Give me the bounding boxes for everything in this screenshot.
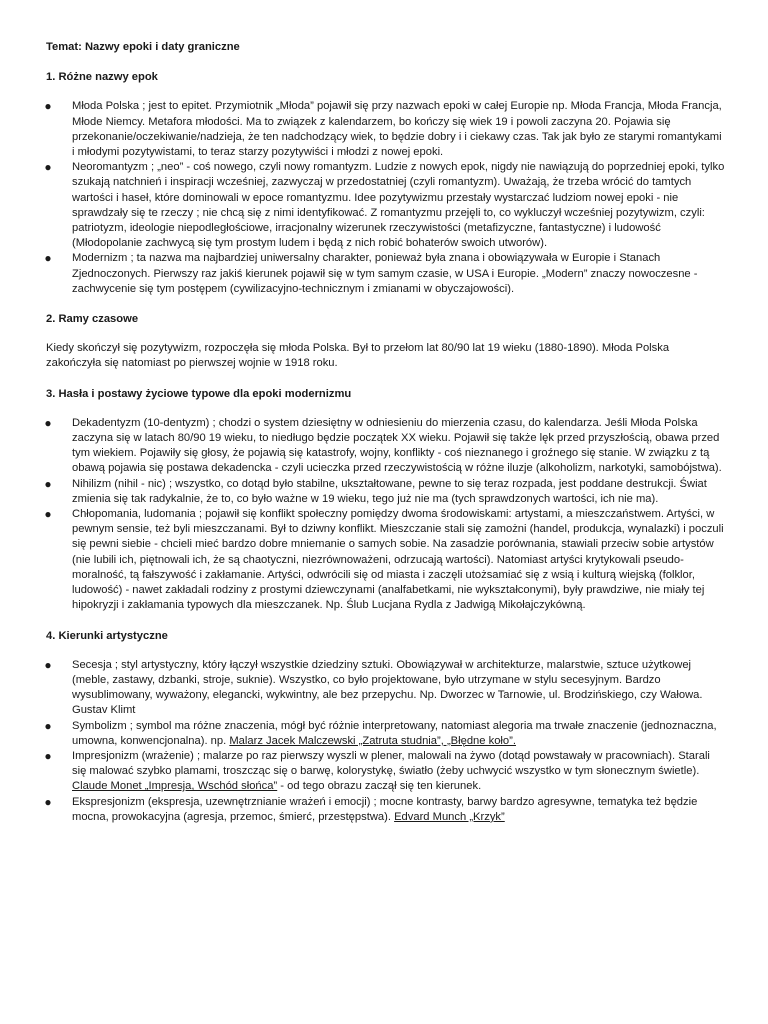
- bullet-icon: ●: [44, 99, 52, 114]
- list-item: ● Secesja ; styl artystyczny, który łączył wszystkie dziedziny sztuki. Obowiązywał w architekturze, malarstwie, sztuce użytkowej (meble, zastawy, dzbanki, stroje, suknie). Wszystko, co było projektowane, było utrzymane w stylu secesyjnym. Bardzo wysublimowany, wyważony, elegancki, wykwintny, ale bez przepychu. Np. Dworzec w Tarnowie, ul. Brodzińskiego, czy Wałowa. Gustav Klimt: [46, 658, 726, 719]
- section-heading-4: 4. Kierunki artystyczne: [46, 629, 168, 642]
- section-3-list: [46, 416, 726, 614]
- bullet-icon: ●: [44, 507, 52, 522]
- section-4-list: [46, 658, 726, 825]
- section-heading-1: 1. Różne nazwy epok: [46, 71, 158, 84]
- bullet-icon: ●: [44, 657, 52, 672]
- document-title: Temat: Nazwy epoki i daty graniczne: [46, 41, 240, 53]
- list-item: ● Młoda Polska ; jest to epitet. Przymiotnik „Młoda” pojawił się przy nazwach epoki w całej Europie np. Młoda Francja, Młoda Francja, Młode Niemcy. Metafora młodości. Ma to związek z kalendarzem, bo kończy się wiek 19 i powoli zaczyna 20. Pojawia się przekonanie/oczekiwanie/nadzieja, że ten nadchodzący wiek, to będzie dobry i i ciekawy czas. Tak jak było ze starymi romantykami i młodymi pozytywistami, to teraz starzy pozytywiści i młodzi z nowej epoki.: [46, 99, 726, 160]
- list-item: ● Nihilizm (nihil - nic) ; wszystko, co dotąd było stabilne, ukształtowane, pewne to się teraz rozpada, jest poddane destrukcji. Świat zmienia się tak radykalnie, że to, co było ważne w 19 wieku, tego już nie ma (tych sprawdzonych wartości, ich nie ma).: [46, 477, 726, 507]
- list-item: ● Modernizm ; ta nazwa ma najbardziej uniwersalny charakter, ponieważ była znana i obowiązywała w Europie i Stanach Zjednoczonych. Pierwszy raz jakiś kierunek pojawił się w tym samym czasie, w USA i Europie. „Modern” znaczy nowoczesne - zachwycenie się tym postępem (cywilizacyjno-technicznym i zmianami w obyczajowości).: [46, 251, 726, 297]
- list-item: ● Dekadentyzm (10-dentyzm) ; chodzi o system dziesiętny w odniesieniu do mierzenia czasu, do kalendarza. Jeśli Młoda Polska zaczyna się w latach 80/90 19 wieku, to niedługo będzie początek XX wieku. Pojawił się także lęk przed przyszłością, obawa przed tym wiekiem. Pojawiły się głosy, że pojawią się katastrofy, wojny, konflikty - coś nieznanego i groźnego się stanie. W związku z tą obawą pojawia się postawa dekadencka - czyli ucieczka przed rzeczywistością w różne iluzje (alkoholizm, narkotyki, samobójstwa).: [46, 416, 726, 477]
- artwork-reference: Claude Monet „Impresja, Wschód słońca”: [72, 780, 278, 793]
- list-item: ● Ekspresjonizm (ekspresja, uzewnętrznianie wrażeń i emocji) ; mocne kontrasty, barwy bardzo agresywne, tematyka też będzie mocna, prowokacyjna (agresja, przemoc, śmierć, przestępstwa). Edvard Munch „Krzyk”: [46, 795, 726, 825]
- section-heading-2: 2. Ramy czasowe: [46, 313, 139, 326]
- document-page: [46, 40, 726, 840]
- list-item: ● Neoromantyzm ; „neo” - coś nowego, czyli nowy romantyzm. Ludzie z nowych epok, nigdy nie nawiązują do poprzedniej epoki, tylko szukają natchnień i inspiracji wcześniej, zazwyczaj w przedostatniej (czyli romantyzm). Uważają, że trzeba wrócić do tamtych wartości i haseł, które dominowali w epoce romantyzmu. Idee pozytywizmu przestały wystarczać ludziom nowej epoki - nie sprawdzały się te rzeczy ; nie chcą się z nimi identyfikować. Z romantyzmu przejęli to, co wykluczył wcześniej pozytywizm, czyli: patriotyzm, ideologie niepodległościowe, irracjonalny wizerunek rzeczywistości (metafizyczne, fantastyczne) i ludowość (Młodopolanie zachwycą się tym prostym ludem i będą z nich robić bohaterów swoich utworów).: [46, 160, 726, 251]
- list-item: ● Symbolizm ; symbol ma różne znaczenia, mógł być różnie interpretowany, natomiast alegoria ma trwałe znaczenie (jednoznaczna, umowna, konwencjonalna). np. Malarz Jacek Malczewski „Zatruta studnia”, „Błędne koło”.: [46, 719, 726, 749]
- section-2-paragraph: Kiedy skończył się pozytywizm, rozpoczęła się młoda Polska. Był to przełom lat 80/90 lat 19 wieku (1880-1890). Młoda Polska zakończyła się natomiast po pierwszej wojnie w 1918 roku.: [46, 342, 670, 370]
- bullet-icon: ●: [44, 748, 52, 763]
- artwork-reference: Malarz Jacek Malczewski „Zatruta studnia”, „Błędne koło”.: [229, 734, 516, 747]
- bullet-icon: ●: [44, 718, 52, 733]
- section-heading-3: 3. Hasła i postawy życiowe typowe dla epoki modernizmu: [46, 387, 352, 400]
- list-item: ● Chłopomania, ludomania ; pojawił się konflikt społeczny pomiędzy dwoma środowiskami: artystami, a mieszczaństwem. Artyści, w pewnym sensie, też byli mieszczanami. Był to dziwny konflikt. Mieszczanie stali się zamożni (handel, produkcja, wynalazki) i poczuli się pewni siebie - chcieli mieć bardzo dobre mniemanie o samych sobie. Na zasadzie porównania, stawiali przeciw sobie artystów (nie lubili ich, piętnowali ich, że są chaotyczni, niezrównoważeni, odrzucają wartości). Natomiast artyści krytykowali pseudo-moralność, tą fałszywość i zakłamanie. Artyści, odwrócili się od miasta i zaczęli utożsamiać się z wsią i kulturą wiejską (folklor, ludowość) - nawet zakładali rodziny z prostymi dziewczynami (analfabetkami, nie wykształconymi), były prawdziwe, nie miały tej hipokryzji i zakłamania typowych dla mieszczanek. Np. Ślub Lucjana Rydla z Jadwigą Mikołajczykówną.: [46, 507, 726, 613]
- artwork-reference: Edvard Munch „Krzyk”: [394, 810, 505, 823]
- list-item: ● Impresjonizm (wrażenie) ; malarze po raz pierwszy wyszli w plener, malowali na żywo (dotąd powstawały w pracowniach). Starali się malować szybko plamami, troszcząc się o barwę, kolorystykę, światło (żeby uchwycić wszystko w tym słonecznym świetle). Claude Monet „Impresja, Wschód słońca” - od tego obrazu zaczął się ten kierunek.: [46, 749, 726, 795]
- section-1-list: [46, 99, 726, 297]
- bullet-icon: ●: [44, 794, 52, 809]
- bullet-icon: ●: [44, 251, 52, 266]
- bullet-icon: ●: [44, 415, 52, 430]
- bullet-icon: ●: [44, 160, 52, 175]
- bullet-icon: ●: [44, 476, 52, 491]
